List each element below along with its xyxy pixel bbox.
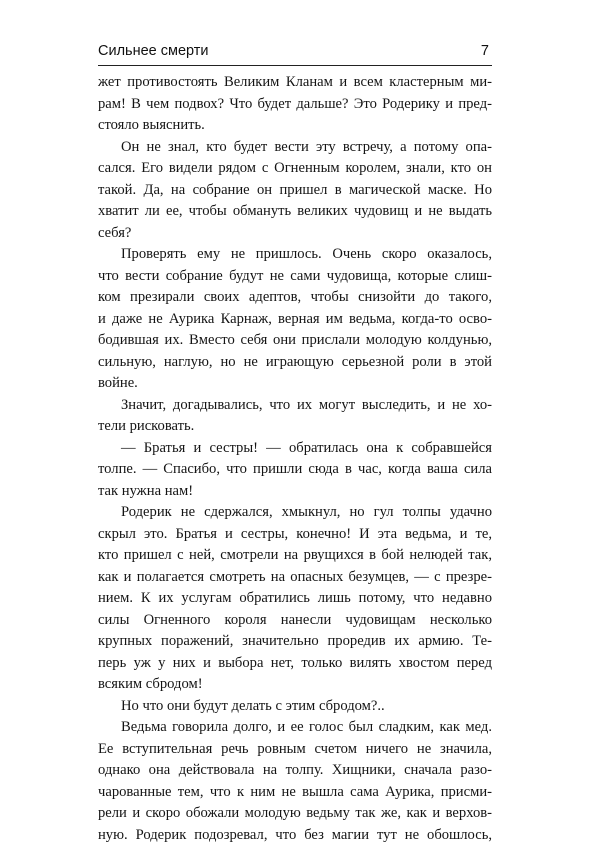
running-head: [98, 41, 492, 63]
text-line: перь уж у них и выбора нет, только вилять хвостом перед: [98, 653, 492, 675]
text-line: Ее вступительная речь ровным счетом ничего не значила,: [98, 739, 492, 761]
text-line: кто пришел с ней, смотрели на рвущихся в бой нелюдей так,: [98, 545, 492, 567]
text-line: силы Огненного короля нанесли чудовищам несколько: [98, 610, 492, 632]
text-line: стояло выяснить.: [98, 115, 492, 137]
text-line: сильную, наглую, но не играющую серьезной роли в этой: [98, 352, 492, 374]
text-line: Родерик не сдержался, хмыкнул, но гул толпы удачно: [98, 502, 492, 524]
header-rule: [98, 65, 492, 66]
text-line: сался. Его видели рядом с Огненным королем, знали, кто он: [98, 158, 492, 180]
text-line: Но что они будут делать с этим сбродом?..: [98, 696, 492, 718]
text-line: хватит ли ее, чтобы обмануть великих чудовищ и не выдать: [98, 201, 492, 223]
text-line: толпе. — Спасибо, что пришли сюда в час, когда ваша сила: [98, 459, 492, 481]
text-line: ком презирали своих адептов, чтобы снизойти до такого,: [98, 287, 492, 309]
text-line: бодившая их. Вместо себя они прислали молодую колдунью,: [98, 330, 492, 352]
text-line: Значит, догадывались, что их могут выследить, и не хо-: [98, 395, 492, 417]
text-line: как и полагается смотреть на опасных безумцев, — с презре-: [98, 567, 492, 589]
text-line: — Братья и сестры! — обратилась она к собравшейся: [98, 438, 492, 460]
text-line: себя?: [98, 223, 492, 245]
text-line: чарованные тем, что к ним не вышла сама Аурика, присми-: [98, 782, 492, 804]
text-line: войне.: [98, 373, 492, 395]
text-line: Он не знал, кто будет вести эту встречу, а потому опа-: [98, 137, 492, 159]
text-line: рели и скоро обожали молодую ведьму так же, как и верхов-: [98, 803, 492, 825]
running-head-title: Сильнее смерти: [98, 43, 209, 59]
text-line: тели рисковать.: [98, 416, 492, 438]
text-line: всяким сбродом!: [98, 674, 492, 696]
body-text: [98, 72, 492, 846]
text-line: что вести собрание будут не сами чудовища, которые слиш-: [98, 266, 492, 288]
text-line: крупных поражений, значительно проредив их армию. Те-: [98, 631, 492, 653]
text-line: однако она действовала на толпу. Хищники, сначала разо-: [98, 760, 492, 782]
text-line: и даже не Аурика Карнаж, верная им ведьма, когда-то осво-: [98, 309, 492, 331]
page-number: 7: [481, 43, 489, 59]
text-line: жет противостоять Великим Кланам и всем кластерным ми-: [98, 72, 492, 94]
text-line: Ведьма говорила долго, и ее голос был сладким, как мед.: [98, 717, 492, 739]
text-line: так нужна нам!: [98, 481, 492, 503]
text-line: нием. К их услугам обратились лишь потому, что недавно: [98, 588, 492, 610]
text-line: ную. Родерик подозревал, что без магии тут не обошлось,: [98, 825, 492, 846]
text-line: такой. Да, на собрание он пришел в магической маске. Но: [98, 180, 492, 202]
text-line: скрыл это. Братья и сестры, конечно! И эта ведьма, и те,: [98, 524, 492, 546]
text-line: Проверять ему не пришлось. Очень скоро оказалось,: [98, 244, 492, 266]
text-line: рам! В чем подвох? Что будет дальше? Это Родерику и пред-: [98, 94, 492, 116]
